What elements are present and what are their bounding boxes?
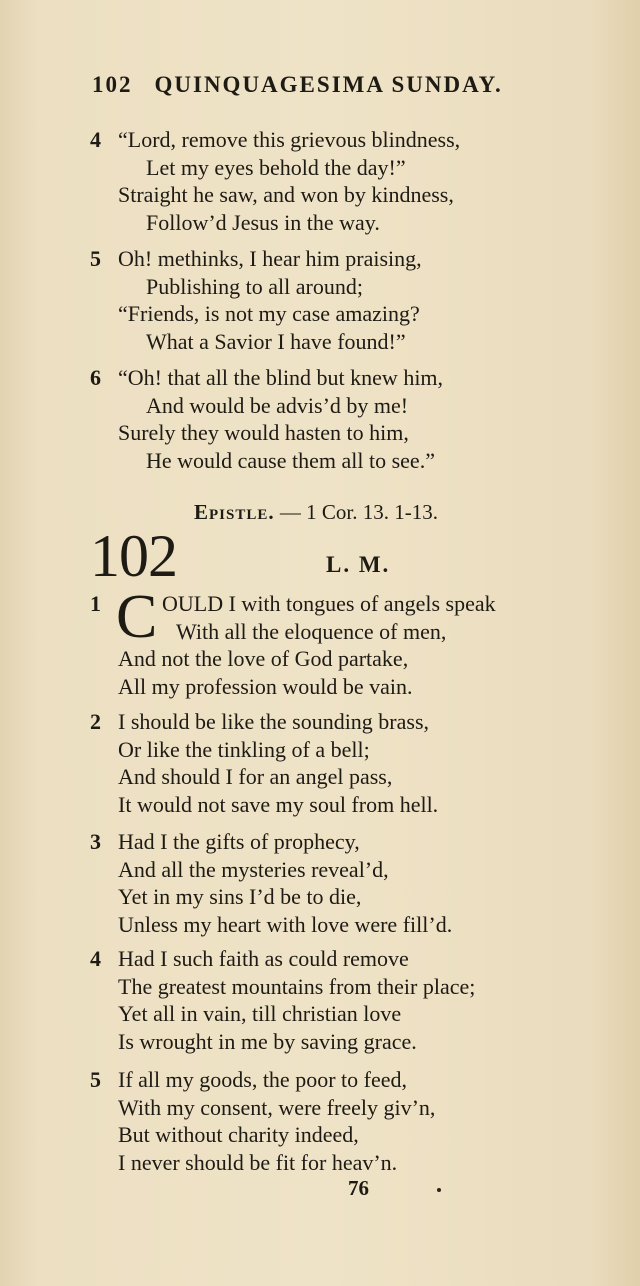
verse-line: And not the love of God partake,: [118, 646, 409, 671]
verse-line: Yet all in vain, till christian love: [118, 1001, 402, 1026]
stanza-number: 6: [90, 365, 101, 390]
verse-line: Or like the tinkling of a bell;: [118, 736, 370, 762]
stanza-number: 5: [90, 246, 101, 271]
stanza-101-4: [90, 126, 626, 236]
verse-line: Follow’d Jesus in the way.: [146, 209, 380, 235]
ink-speck: [437, 1188, 441, 1192]
epistle-label: Epistle.: [194, 500, 275, 524]
stanza-number: 2: [90, 709, 101, 734]
stanza-102-3: [90, 828, 626, 938]
verse-line: It would not save my soul from hell.: [118, 791, 439, 817]
epistle-reference: [194, 500, 438, 525]
verse-line: And should I for an angel pass,: [118, 764, 393, 789]
verse-line: Publishing to all around;: [146, 273, 363, 299]
verse-line: “Oh! that all the blind but knew him,: [118, 365, 444, 390]
stanza-101-6: [90, 364, 626, 474]
stanza-number: 1: [90, 591, 101, 616]
stanza-102-5: [90, 1066, 626, 1176]
verse-line: And would be advis’d by me!: [146, 392, 409, 418]
verse-line: I should be like the sounding brass,: [118, 709, 430, 734]
verse-line: With my consent, were freely giv’n,: [118, 1094, 436, 1120]
verse-line: Had I the gifts of prophecy,: [118, 829, 360, 854]
stanza-102-4: [90, 945, 626, 1055]
verse-line: “Lord, remove this grievous blindness,: [118, 127, 461, 152]
page-number: 102: [92, 72, 133, 97]
verse-line: With all the eloquence of men,: [176, 618, 447, 644]
verse-line: The greatest mountains from their place;: [118, 973, 476, 999]
hymn-meter: L. M.: [326, 552, 391, 577]
verse-line: If all my goods, the poor to feed,: [118, 1067, 407, 1092]
hymn-number: 102: [90, 523, 177, 589]
verse-line: All my profession would be vain.: [118, 673, 413, 699]
epistle-citation: — 1 Cor. 13. 1-13.: [279, 500, 438, 524]
stanza-102-2: [90, 708, 626, 818]
page-title: QUINQUAGESIMA SUNDAY.: [154, 72, 503, 97]
verse-line: Surely they would hasten to him,: [118, 420, 409, 445]
verse-line: Straight he saw, and won by kindness,: [118, 182, 454, 207]
verse-line: Unless my heart with love were fill’d.: [118, 911, 453, 937]
verse-line: Oh! methinks, I hear him praising,: [118, 246, 422, 271]
stanza-101-5: [90, 245, 626, 355]
verse-line: I never should be fit for heav’n.: [118, 1149, 398, 1175]
verse-line: He would cause them all to see.”: [146, 447, 435, 473]
verse-line: Let my eyes behold the day!”: [146, 154, 406, 180]
drop-cap: C: [116, 583, 158, 651]
verse-line: OULD I with tongues of angels speak: [162, 591, 496, 616]
verse-line: But without charity indeed,: [118, 1122, 359, 1147]
stanza-number: 4: [90, 127, 101, 152]
stanza-number: 5: [90, 1067, 101, 1092]
verse-line: And all the mysteries reveal’d,: [118, 856, 389, 882]
verse-line: What a Savior I have found!”: [146, 328, 406, 354]
running-header: [92, 72, 580, 98]
verse-line: Yet in my sins I’d be to die,: [118, 884, 362, 909]
verse-line: Had I such faith as could remove: [118, 946, 409, 971]
verse-line: “Friends, is not my case amazing?: [118, 301, 420, 326]
stanza-102-1: [90, 590, 626, 700]
stanza-number: 3: [90, 829, 101, 854]
signature-mark: 76: [348, 1176, 369, 1200]
verse-line: Is wrought in me by saving grace.: [118, 1028, 417, 1054]
stanza-number: 4: [90, 946, 101, 971]
